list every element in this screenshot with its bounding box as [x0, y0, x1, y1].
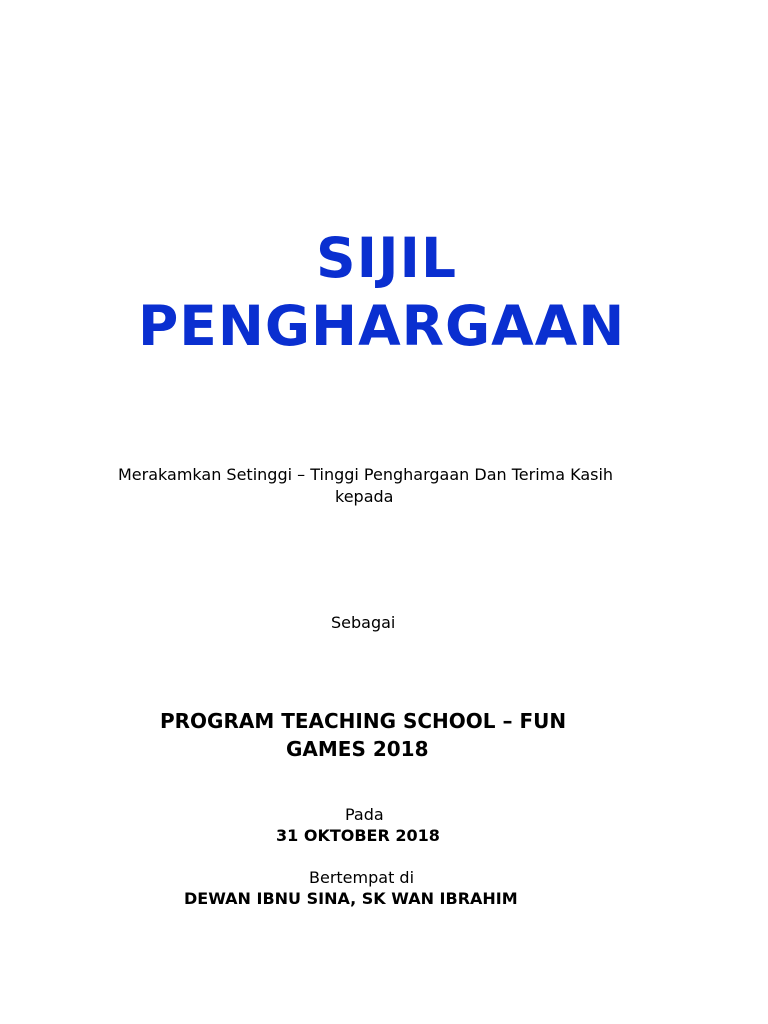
program-name-line-1: PROGRAM TEACHING SCHOOL – FUN — [160, 709, 567, 733]
date-label: Pada — [345, 805, 384, 824]
intro-text-line-2: kepada — [335, 487, 394, 506]
venue-label: Bertempat di — [309, 868, 415, 887]
venue-value: DEWAN IBNU SINA, SK WAN IBRAHIM — [184, 889, 518, 908]
title-line-1: SIJIL — [316, 226, 458, 290]
as-label: Sebagai — [331, 613, 396, 632]
title-line-2: PENGHARGAAN — [138, 294, 626, 358]
program-name-line-2: GAMES 2018 — [286, 737, 429, 761]
intro-text-line-1: Merakamkan Setinggi – Tinggi Penghargaan Dan Terima Kasih — [118, 465, 614, 484]
date-value: 31 OKTOBER 2018 — [276, 826, 440, 845]
